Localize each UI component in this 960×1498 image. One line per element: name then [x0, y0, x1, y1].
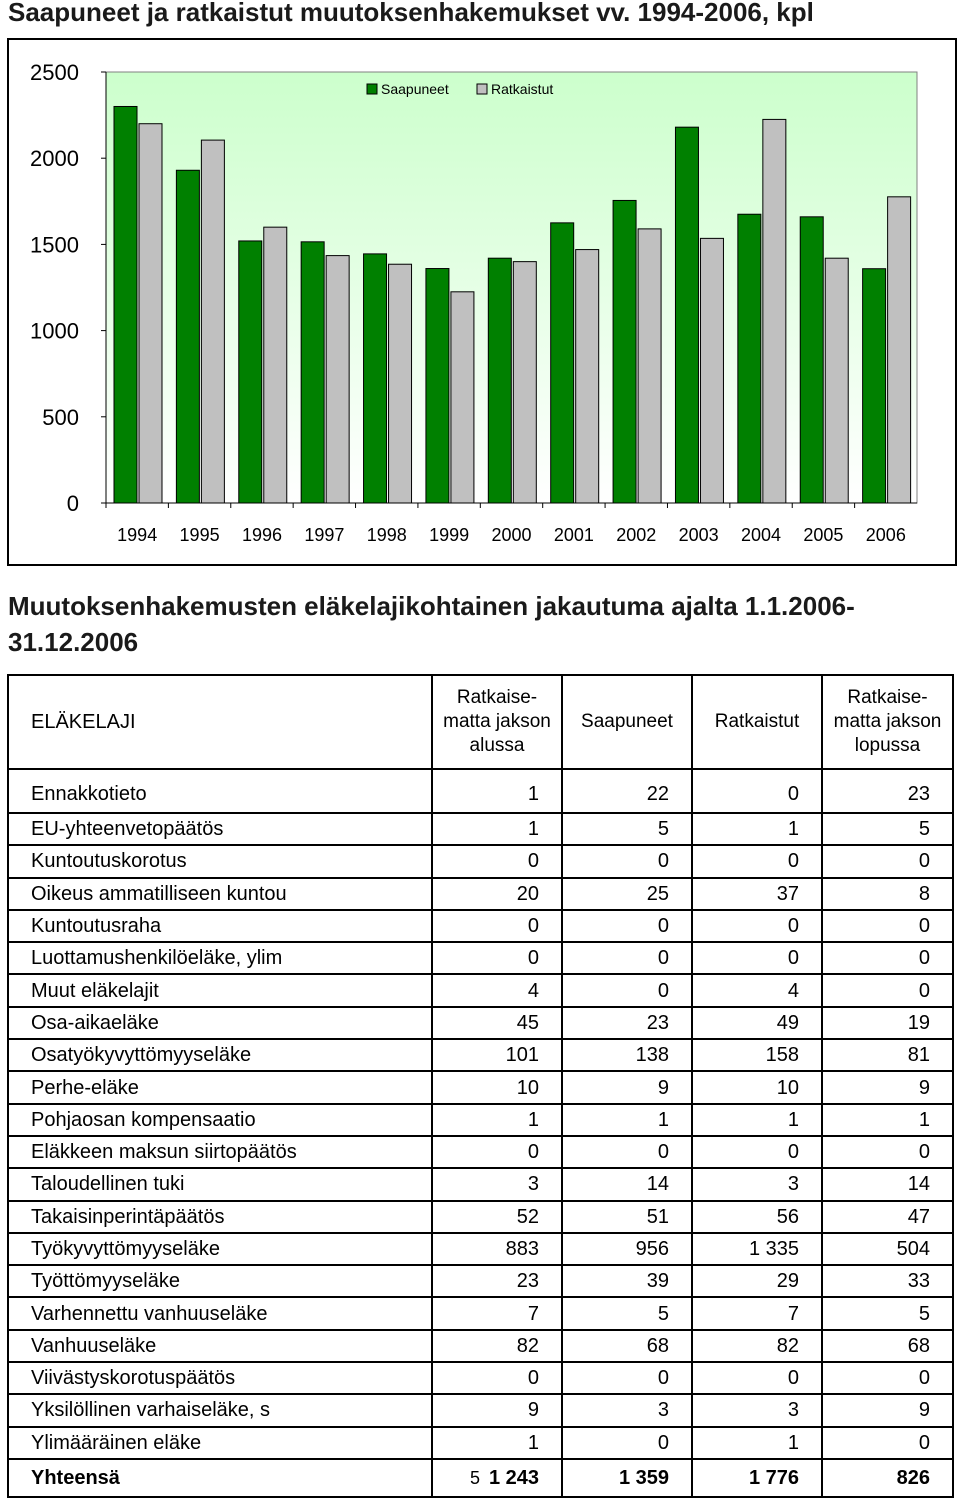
pension-type-cell: Kuntoutusraha [8, 910, 432, 942]
pension-type-cell: Vanhuuseläke [8, 1330, 432, 1362]
table-row [8, 974, 953, 1006]
y-tick-label: 1500 [30, 232, 79, 258]
bar-ratkaistut-1998 [389, 264, 412, 503]
x-tick-label: 1997 [304, 525, 345, 545]
bar-ratkaistut-1997 [326, 256, 349, 503]
bar-chart [9, 40, 955, 564]
x-tick-label: 2004 [741, 525, 782, 545]
bar-ratkaistut-1996 [264, 227, 287, 503]
table-header-row [8, 675, 953, 769]
bar-saapuneet-2002 [613, 200, 636, 503]
x-tick-label: 1999 [429, 525, 470, 545]
pension-type-cell: EU-yhteenvetopäätös [8, 813, 432, 845]
table-row [8, 878, 953, 910]
page-number: 5 [470, 1468, 481, 1488]
pension-type-cell: Yksilöllinen varhaiseläke, s [8, 1394, 432, 1426]
value-cell: 5 [562, 1297, 692, 1329]
table-row [8, 1297, 953, 1329]
value-cell: 0 [692, 769, 822, 813]
value-cell: 39 [562, 1265, 692, 1297]
legend-label-saapuneet: Saapuneet [381, 81, 449, 97]
table-row [8, 1071, 953, 1103]
bar-ratkaistut-2004 [763, 119, 786, 503]
pension-type-cell: Työkyvyttömyyseläke [8, 1233, 432, 1265]
value-cell: 0 [822, 845, 953, 877]
value-cell: 0 [822, 1136, 953, 1168]
table-row [8, 1168, 953, 1200]
value-cell: 0 [432, 1136, 562, 1168]
x-tick-label: 2006 [865, 525, 906, 545]
bar-saapuneet-2006 [863, 269, 886, 503]
value-cell: 9 [432, 1394, 562, 1426]
value-cell: 0 [692, 910, 822, 942]
value-cell: 5 [822, 1297, 953, 1329]
value-cell: 4 [692, 974, 822, 1006]
value-cell: 101 [432, 1039, 562, 1071]
table-header-cell: ELÄKELAJI [8, 675, 432, 769]
bar-saapuneet-2003 [675, 127, 698, 503]
value-cell: 51 [562, 1201, 692, 1233]
table-header-cell: Ratkaise- matta jakson alussa [432, 675, 562, 769]
x-tick-label: 1995 [179, 525, 220, 545]
value-cell: 23 [432, 1265, 562, 1297]
x-tick-label: 2001 [553, 525, 594, 545]
value-cell: 1 [432, 813, 562, 845]
legend-swatch-saapuneet [367, 84, 377, 94]
value-cell: 49 [692, 1007, 822, 1039]
pension-type-cell: Ylimääräinen eläke [8, 1427, 432, 1459]
bar-saapuneet-2001 [551, 223, 574, 503]
table-row [8, 1394, 953, 1426]
total-value-cell: 1 243 [432, 1459, 562, 1497]
value-cell: 0 [432, 1362, 562, 1394]
value-cell: 1 [692, 1427, 822, 1459]
total-row [8, 1459, 953, 1497]
table-row [8, 1265, 953, 1297]
value-cell: 0 [692, 1136, 822, 1168]
bar-saapuneet-1998 [364, 254, 387, 503]
table-body [8, 769, 953, 1497]
value-cell: 23 [822, 769, 953, 813]
table-row [8, 1427, 953, 1459]
table-row [8, 1007, 953, 1039]
value-cell: 20 [432, 878, 562, 910]
pension-type-cell: Viivästyskorotuspäätös [8, 1362, 432, 1394]
value-cell: 3 [432, 1168, 562, 1200]
value-cell: 158 [692, 1039, 822, 1071]
value-cell: 0 [562, 974, 692, 1006]
bar-ratkaistut-2001 [576, 250, 599, 503]
value-cell: 883 [432, 1233, 562, 1265]
value-cell: 0 [562, 942, 692, 974]
value-cell: 45 [432, 1007, 562, 1039]
value-cell: 138 [562, 1039, 692, 1071]
value-cell: 82 [692, 1330, 822, 1362]
value-cell: 56 [692, 1201, 822, 1233]
pension-type-cell: Varhennettu vanhuuseläke [8, 1297, 432, 1329]
x-tick-label: 2002 [616, 525, 657, 545]
table-header-cell: Ratkaistut [692, 675, 822, 769]
bar-saapuneet-1997 [301, 242, 324, 503]
value-cell: 9 [562, 1071, 692, 1103]
pension-type-cell: Luottamushenkilöeläke, ylim [8, 942, 432, 974]
table-header-cell: Saapuneet [562, 675, 692, 769]
bar-saapuneet-1999 [426, 269, 449, 503]
total-value-cell: 1 359 [562, 1459, 692, 1497]
table-title: Muutoksenhakemusten eläkelajikohtainen jakautuma ajalta 1.1.2006- 31.12.2006 [8, 591, 855, 657]
total-value-cell: 826 [822, 1459, 953, 1497]
total-label-cell: Yhteensä [8, 1459, 432, 1497]
pension-type-cell: Työttömyyseläke [8, 1265, 432, 1297]
pension-type-cell: Oikeus ammatilliseen kuntou [8, 878, 432, 910]
value-cell: 0 [432, 845, 562, 877]
x-tick-label: 1998 [366, 525, 407, 545]
pension-type-cell: Taloudellinen tuki [8, 1168, 432, 1200]
y-tick-label: 1000 [30, 318, 79, 344]
value-cell: 29 [692, 1265, 822, 1297]
x-tick-label: 2005 [803, 525, 844, 545]
bar-saapuneet-2004 [738, 214, 761, 503]
x-tick-label: 1994 [117, 525, 158, 545]
value-cell: 81 [822, 1039, 953, 1071]
legend-swatch-ratkaistut [477, 84, 487, 94]
y-tick-label: 0 [66, 491, 79, 516]
value-cell: 14 [822, 1168, 953, 1200]
table-row [8, 813, 953, 845]
bar-ratkaistut-1999 [451, 292, 474, 503]
value-cell: 1 [432, 1427, 562, 1459]
bar-ratkaistut-2006 [888, 197, 911, 503]
value-cell: 7 [432, 1297, 562, 1329]
value-cell: 1 [822, 1104, 953, 1136]
pension-type-cell: Kuntoutuskorotus [8, 845, 432, 877]
value-cell: 0 [822, 910, 953, 942]
table-row [8, 1233, 953, 1265]
value-cell: 5 [822, 813, 953, 845]
x-tick-label: 2003 [678, 525, 719, 545]
bar-ratkaistut-1995 [201, 140, 224, 503]
value-cell: 0 [692, 942, 822, 974]
value-cell: 1 [692, 1104, 822, 1136]
bar-ratkaistut-2002 [638, 229, 661, 503]
bar-saapuneet-2000 [488, 258, 511, 503]
pension-type-cell: Pohjaosan kompensaatio [8, 1104, 432, 1136]
pension-type-cell: Ennakkotieto [8, 769, 432, 813]
bar-saapuneet-2005 [800, 217, 823, 503]
value-cell: 82 [432, 1330, 562, 1362]
bar-saapuneet-1996 [239, 241, 262, 503]
pension-type-cell: Muut eläkelajit [8, 974, 432, 1006]
table-row [8, 910, 953, 942]
value-cell: 1 [692, 813, 822, 845]
value-cell: 4 [432, 974, 562, 1006]
bar-ratkaistut-1994 [139, 124, 162, 503]
value-cell: 1 [562, 1104, 692, 1136]
value-cell: 68 [822, 1330, 953, 1362]
bar-saapuneet-1995 [176, 170, 199, 503]
table-row [8, 1104, 953, 1136]
value-cell: 1 [432, 769, 562, 813]
table-row [8, 942, 953, 974]
value-cell: 47 [822, 1201, 953, 1233]
table-row [8, 1362, 953, 1394]
y-tick-label: 2500 [30, 60, 79, 85]
value-cell: 19 [822, 1007, 953, 1039]
value-cell: 3 [692, 1168, 822, 1200]
total-value-cell: 1 776 [692, 1459, 822, 1497]
table-row [8, 769, 953, 813]
pension-type-cell: Osa-aikaeläke [8, 1007, 432, 1039]
bar-saapuneet-1994 [114, 106, 137, 503]
table-header-cell: Ratkaise- matta jakson lopussa [822, 675, 953, 769]
value-cell: 0 [822, 942, 953, 974]
y-tick-label: 2000 [30, 146, 79, 172]
value-cell: 0 [692, 1362, 822, 1394]
value-cell: 0 [822, 1427, 953, 1459]
value-cell: 37 [692, 878, 822, 910]
value-cell: 9 [822, 1071, 953, 1103]
value-cell: 0 [822, 1362, 953, 1394]
y-tick-label: 500 [42, 404, 79, 430]
value-cell: 1 335 [692, 1233, 822, 1265]
value-cell: 3 [692, 1394, 822, 1426]
value-cell: 0 [562, 1136, 692, 1168]
value-cell: 504 [822, 1233, 953, 1265]
value-cell: 22 [562, 769, 692, 813]
chart-frame [7, 38, 957, 566]
pension-type-table [7, 674, 954, 1498]
table-row [8, 845, 953, 877]
table-row [8, 1039, 953, 1071]
value-cell: 8 [822, 878, 953, 910]
legend-label-ratkaistut: Ratkaistut [491, 81, 554, 97]
pension-type-cell: Perhe-eläke [8, 1071, 432, 1103]
value-cell: 25 [562, 878, 692, 910]
pension-type-cell: Takaisinperintäpäätös [8, 1201, 432, 1233]
pension-type-cell: Eläkkeen maksun siirtopäätös [8, 1136, 432, 1168]
bar-ratkaistut-2000 [513, 262, 536, 503]
x-tick-label: 2000 [491, 525, 532, 545]
value-cell: 33 [822, 1265, 953, 1297]
value-cell: 0 [692, 845, 822, 877]
value-cell: 0 [562, 910, 692, 942]
value-cell: 52 [432, 1201, 562, 1233]
x-tick-label: 1996 [241, 525, 282, 545]
bar-ratkaistut-2003 [700, 238, 723, 503]
value-cell: 0 [562, 1427, 692, 1459]
value-cell: 0 [562, 845, 692, 877]
table-row [8, 1330, 953, 1362]
value-cell: 14 [562, 1168, 692, 1200]
value-cell: 0 [822, 974, 953, 1006]
value-cell: 0 [432, 910, 562, 942]
value-cell: 10 [432, 1071, 562, 1103]
value-cell: 0 [562, 1362, 692, 1394]
value-cell: 23 [562, 1007, 692, 1039]
value-cell: 3 [562, 1394, 692, 1426]
value-cell: 9 [822, 1394, 953, 1426]
chart-title: Saapuneet ja ratkaistut muutoksenhakemukset vv. 1994-2006, kpl [8, 0, 814, 27]
value-cell: 10 [692, 1071, 822, 1103]
value-cell: 5 [562, 813, 692, 845]
value-cell: 1 [432, 1104, 562, 1136]
bar-ratkaistut-2005 [825, 258, 848, 503]
table-row [8, 1136, 953, 1168]
value-cell: 956 [562, 1233, 692, 1265]
pension-type-cell: Osatyökyvyttömyyseläke [8, 1039, 432, 1071]
value-cell: 68 [562, 1330, 692, 1362]
table-row [8, 1201, 953, 1233]
value-cell: 7 [692, 1297, 822, 1329]
value-cell: 0 [432, 942, 562, 974]
